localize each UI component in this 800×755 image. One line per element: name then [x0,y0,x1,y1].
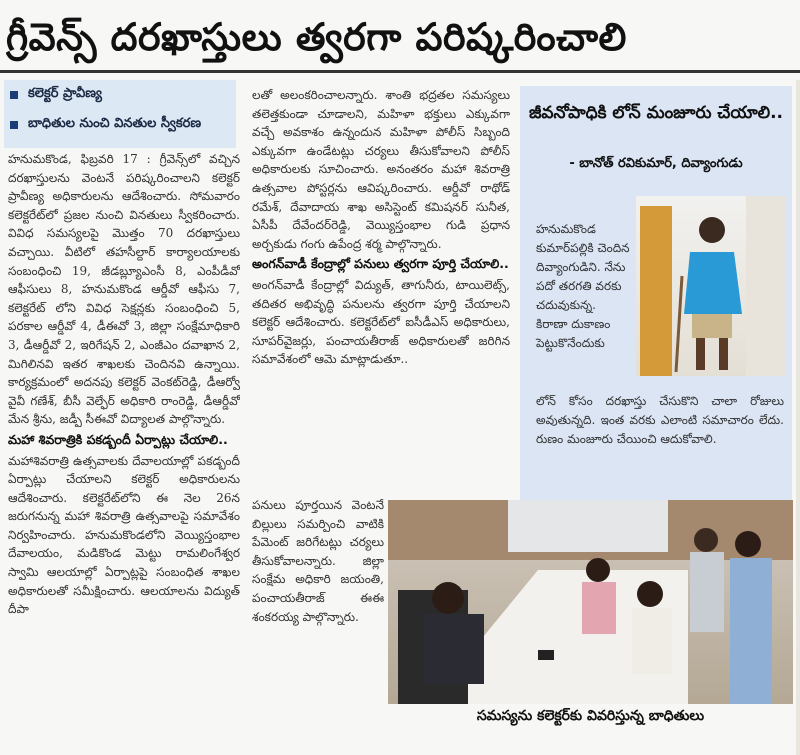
bullet-square-icon [10,91,18,99]
subheading: మహా శివరాత్రికి పకడ్బందీ ఏర్పాట్లు చేయాలి.. [8,431,228,447]
head-shape [586,558,610,582]
photo-caption: సమస్యను కలెక్టర్‌కు వివరిస్తున్న బాధితులు [476,708,705,724]
article-column-2-continued [252,496,384,716]
body-paragraph: పనులు పూర్తయిన వెంటనే బిల్లులు సమర్పించి వాటికి పేమెంట్ జరిగేటట్లు చర్యలు తీసుకోవాలన్నారు. జిల్లా సంక్షేమ అధికారి జయంతి, పంచాయతీరాజ్ ఈఈ శంకరయ్య పాల్గొన్నారు. [252,498,384,624]
head-shape [735,531,761,557]
shorts-shape [692,314,732,338]
meeting-illustration [388,500,793,704]
sidebar-credit: - బానోత్ రవికుమార్, దివ్యాంగుడు [569,156,743,171]
head-shape [699,217,725,243]
window-shape [508,500,668,552]
news-photo [388,500,793,704]
highlights-box [4,80,236,148]
leg-shape [696,338,705,370]
body-paragraph: లతో అలంకరించాలన్నారు. శాంతి భద్రతల సమస్యలు తలెత్తకుండా చూడాలని, మహిళా భక్తులు ఎక్కువగా వచ్చే అవకాశం ఉన్నందున మహిళా పోలీస్ సిబ్బంది ఎక్కువగా ఉండేటట్లు చర్యలు తీసుకోవాలని పోలీస్ అధికారులకు సూచించారు. అనంతరం మహా శివరాత్రి ఉత్సవాల పోస్టర్లను ఆవిష్కరించారు. ఆర్డీవో రాథోడ్ రమేశ్, దేవాదాయ శాఖ అసిస్టెంట్ కమిషనర్ సునీత, ఏసీపీ దేవేందర్‌రెడ్డి, వెయ్యిస్తంభాల గుడి ప్రధాన అర్చకుడు గంగు ఉపేంద్ర శర్మ పాల్గొన్నారు. [252,88,510,251]
person-shape [424,614,484,684]
article-column-2 [252,86,510,496]
person-shape [582,582,616,634]
highlight-text: బాధితుల నుంచి వినతుల స్వీకరణ [28,116,202,131]
bullet-square-icon [10,121,18,129]
highlight-text: కలెక్టర్ ప్రావీణ్య [28,86,102,101]
sidebar-box [520,86,792,500]
leg-shape [719,338,728,370]
phone-shape [538,650,554,660]
body-paragraph: మహాశివరాత్రి ఉత్సవాలకు దేవాలయాల్లో పకడ్బందీ ఏర్పాట్లు చేయాలని కలెక్టర్ అధికారులను ఆదేశించారు. కలెక్టరేట్‌లోని ఈ నెల 26న జరుగనున్న మహా శివరాత్రి ఉత్సవాలపై సమావేశం నిర్వహించారు. హనుమకొండలోని వెయ్యిస్తంభాల దేవాలయం, మడికొండ మెట్టు రామలింగేశ్వర స్వామి ఆలయాల్లో ఏర్పాట్లపై సంబంధిత శాఖల అధికారులతో సమీక్షించారు. ఆలయాలను విద్యుత్ దీపా [8,453,240,617]
page-edge-shadow [796,80,800,755]
subheading: అంగన్‌వాడీ కేంద్రాల్లో పనులు త్వరగా పూర్తి చేయాలి.. [252,256,509,272]
head-shape [432,582,464,614]
headline: గ్రీవెన్స్ దరఖాస్తులు త్వరగా పరిష్కరించాలి [6,14,627,59]
headline-rule [0,70,800,73]
head-shape [694,528,718,552]
highlight-item [4,110,236,140]
person-photo [636,196,786,376]
person-shape [690,552,724,632]
door-shape [640,206,672,376]
shirt-shape [684,252,742,314]
head-shape [637,581,663,607]
sidebar-text: లోన్ కోసం దరఖాస్తు చేసుకొని చాలా రోజులు అవుతున్నది. ఇంత వరకు ఎలాంటి సమాచారం లేదు. రుణం మంజూరు చేయించి ఆదుకోవాలి. [536,394,784,446]
body-paragraph: అంగన్‌వాడీ కేంద్రాల్లో విద్యుత్, తాగునీరు, టాయిలెట్స్, తదితర అభివృద్ధి పనులను త్వరగా పూర్తి చేయాలని కలెక్టర్ ఆదేశించారు. కలెక్టరేట్‌లో ఐసీడీఎస్ అధికారులు, సూపర్‌వైజర్లు, పంచాయతీరాజ్ అధికారులతో జరిగిన సమావేశంలో ఆమె మాట్లాడుతూ.. [252,277,510,367]
sidebar-text: హనుమకొండ కుమార్‌పల్లికి చెందిన దివ్యాంగుడిని. నేను పదో తరగతి వరకు చదువుకున్న. కిరాణా దుకాణం పెట్టుకొనేందుకు [536,222,630,350]
body-paragraph: హనుమకొండ, ఫిబ్రవరి 17 : గ్రీవెన్స్‌లో వచ్చిన దరఖాస్తులను వెంటనే పరిష్కరించాలని కలెక్టర్ ప్రావీణ్య అధికారులను ఆదేశించారు. సోమవారం కలెక్టరేట్‌లో ప్రజల నుంచి వినతులు స్వీకరించారు. వివిధ సమస్యలపై మొత్తం 70 దరఖాస్తులు వచ్చాయి. వీటిలో తహసీల్దార్ కార్యాలయాలకు సంబంధించి 19, జీడబ్ల్యూఎంసీ 8, ఎంపీడీవో ఆఫీసులు 8, హనుమకొండ ఆర్డీవో ఆఫీసు 7, కలెక్టరేట్ లోని వివిధ సెక్షన్లకు సంబంధించి 5, పరకాల ఆర్డీవో 4, డీఈవో 3, జిల్లా సంక్షేమాధికారి 3, డీఆర్డీవో 2, ఇరిగేషన్ 2, ఎంజీఎం దవాఖాన 2, మిగిలినవి ఇతర శాఖలకు చెందినవి ఉన్నాయి. కార్యక్రమంలో అదనపు కలెక్టర్ వెంకట్‌రెడ్డి, డీఆర్వో వైవీ గణేశ్, బీసీ వెల్ఫేర్ అధికారి రాంరెడ్డి, డీఆర్డీవో మేన శ్రీను, జడ్పీ సీఈవో విద్యాలత పాల్గొన్నారు. [8,152,240,427]
wall-shape [746,196,786,376]
person-shape [730,558,772,704]
highlight-item [4,80,236,110]
walking-stick-shape [676,276,682,372]
person-shape [632,608,672,674]
article-column-1 [8,150,240,755]
person-illustration [636,196,786,376]
sidebar-title: జీవనోపాధికి లోన్ మంజూరు చేయాలి.. [528,103,784,123]
